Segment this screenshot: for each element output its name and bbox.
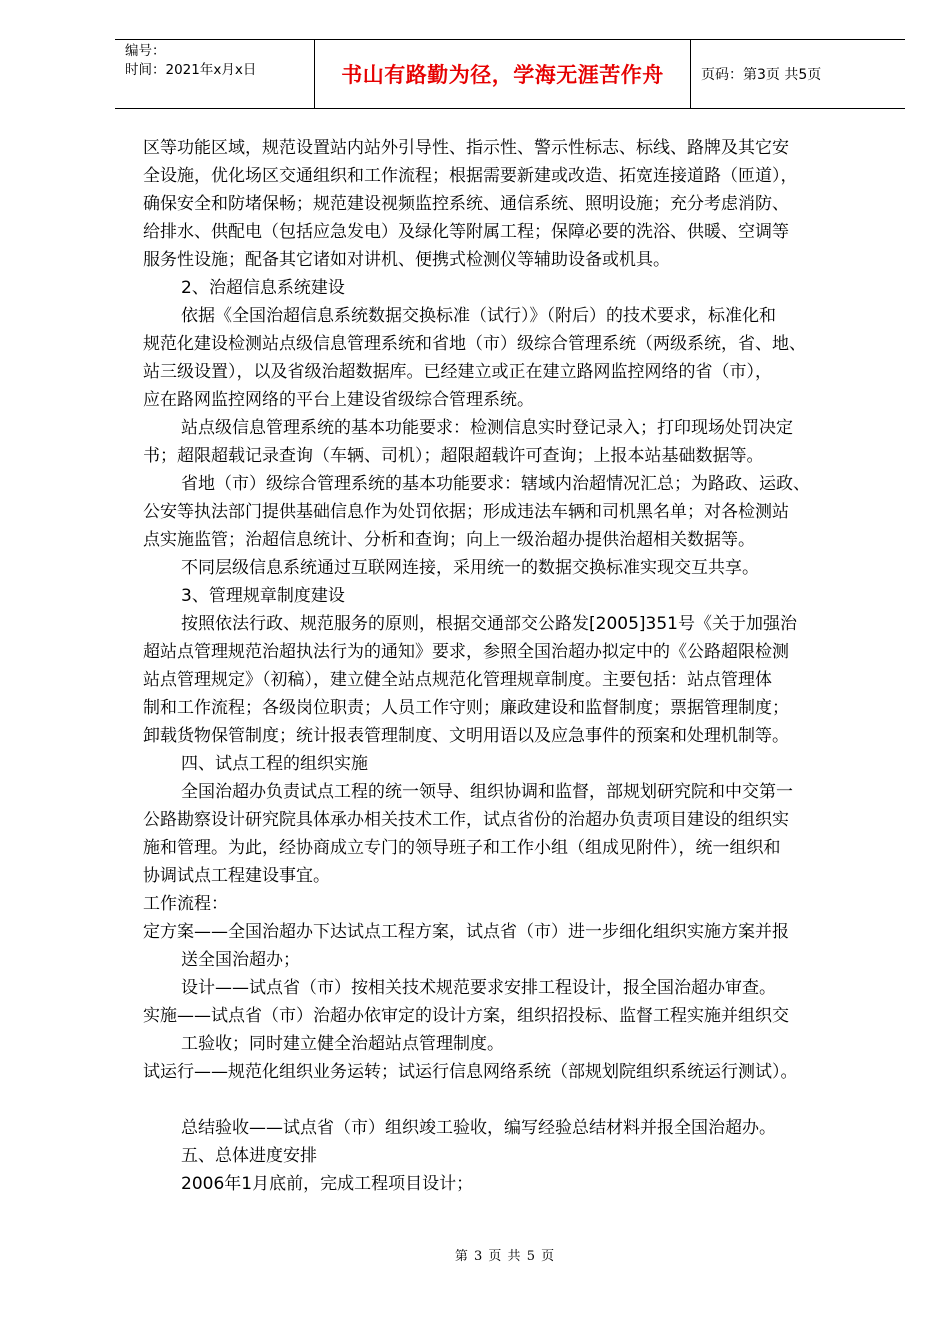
paragraph-line: 区等功能区域，规范设置站内站外引导性、指示性、警示性标志、标线、路牌及其它安 bbox=[143, 138, 789, 158]
paragraph-line: 工验收；同时建立健全治超站点管理制度。 bbox=[181, 1034, 504, 1054]
paragraph-line: 站点管理规定》（初稿），建立健全站点规范化管理规章制度。主要包括：站点管理体 bbox=[143, 670, 772, 690]
paragraph-line: 点实施监管；治超信息统计、分析和查询；向上一级治超办提供治超相关数据等。 bbox=[143, 530, 755, 550]
paragraph-line: 给排水、供配电（包括应急发电）及绿化等附属工程；保障必要的洗浴、供暖、空调等 bbox=[143, 222, 789, 242]
paragraph-line: 送全国治超办； bbox=[181, 950, 300, 970]
paragraph-line: 站三级设置），以及省级治超数据库。已经建立或正在建立路网监控网络的省（市）， bbox=[143, 362, 772, 382]
page-footer: 第 3 页 共 5 页 bbox=[454, 1249, 556, 1264]
paragraph-line: 实施——试点省（市）治超办依审定的设计方案，组织招投标、监督工程实施并组织交 bbox=[143, 1006, 789, 1026]
paragraph-line: 试运行——规范化组织业务运转；试运行信息网络系统（部规划院组织系统运行测试）。 bbox=[143, 1062, 798, 1082]
paragraph-line: 施和管理。为此，经协商成立专门的领导班子和工作小组（组成见附件），统一组织和 bbox=[143, 838, 781, 858]
document-body bbox=[143, 134, 888, 1198]
paragraph-line: 确保安全和防堵保畅；规范建设视频监控系统、通信系统、照明设施；充分考虑消防、 bbox=[143, 194, 789, 214]
paragraph-line: 工作流程： bbox=[143, 894, 228, 914]
paragraph-line: 超站点管理规范治超执法行为的通知》要求，参照全国治超办拟定中的《公路超限检测 bbox=[143, 642, 789, 662]
section-heading: 2、治超信息系统建设 bbox=[181, 278, 345, 298]
paragraph-line: 站点级信息管理系统的基本功能要求：检测信息实时登记录入；打印现场处罚决定 bbox=[181, 418, 793, 438]
blank-line bbox=[143, 1086, 888, 1114]
header-page-info: 页码：第3页 共5页 bbox=[701, 67, 822, 83]
paragraph-line: 书；超限超载记录查询（车辆、司机）；超限超载许可查询；上报本站基础数据等。 bbox=[143, 446, 764, 466]
section-heading: 3、管理规章制度建设 bbox=[181, 586, 345, 606]
header-motto: 书山有路勤为径，学海无涯苦作舟 bbox=[315, 40, 691, 108]
paragraph-line: 服务性设施；配备其它诸如对讲机、便携式检测仪等辅助设备或机具。 bbox=[143, 250, 670, 270]
paragraph-line: 公安等执法部门提供基础信息作为处罚依据；形成违法车辆和司机黑名单；对各检测站 bbox=[143, 502, 789, 522]
section-heading: 四、试点工程的组织实施 bbox=[181, 754, 368, 774]
paragraph-line: 2006年1月底前，完成工程项目设计； bbox=[181, 1174, 474, 1194]
header-meta bbox=[115, 40, 315, 108]
paragraph-line: 设计——试点省（市）按相关技术规范要求安排工程设计，报全国治超办审查。 bbox=[181, 978, 776, 998]
paragraph-line: 不同层级信息系统通过互联网连接，采用统一的数据交换标准实现交互共享。 bbox=[181, 558, 759, 578]
paragraph-line: 卸载货物保管制度；统计报表管理制度、文明用语以及应急事件的预案和处理机制等。 bbox=[143, 726, 789, 746]
paragraph-line: 规范化建设检测站点级信息管理系统和省地（市）级综合管理系统（两级系统，省、地、 bbox=[143, 334, 806, 354]
paragraph-line: 省地（市）级综合管理系统的基本功能要求：辖域内治超情况汇总；为路政、运政、 bbox=[181, 474, 810, 494]
paragraph-line: 全国治超办负责试点工程的统一领导、组织协调和监督，部规划研究院和中交第一 bbox=[181, 782, 793, 802]
paragraph-line: 应在路网监控网络的平台上建设省级综合管理系统。 bbox=[143, 390, 534, 410]
section-heading: 五、总体进度安排 bbox=[181, 1146, 317, 1166]
paragraph-line: 定方案——全国治超办下达试点工程方案，试点省（市）进一步细化组织实施方案并报 bbox=[143, 922, 789, 942]
paragraph-line: 全设施，优化场区交通组织和工作流程；根据需要新建或改造、拓宽连接道路（匝道）， bbox=[143, 166, 798, 186]
paragraph-line: 依据《全国治超信息系统数据交换标准（试行）》（附后）的技术要求，标准化和 bbox=[181, 306, 776, 326]
paragraph-line: 协调试点工程建设事宜。 bbox=[143, 866, 330, 886]
doc-date: 时间：2021年x月x日 bbox=[125, 62, 257, 78]
paragraph-line: 公路勘察设计研究院具体承办相关技术工作，试点省份的治超办负责项目建设的组织实 bbox=[143, 810, 789, 830]
doc-number: 编号： bbox=[125, 43, 166, 59]
page-header bbox=[115, 39, 905, 109]
paragraph-line: 制和工作流程；各级岗位职责；人员工作守则；廉政建设和监督制度；票据管理制度； bbox=[143, 698, 789, 718]
paragraph-line: 按照依法行政、规范服务的原则，根据交通部交公路发[2005]351号《关于加强治 bbox=[181, 614, 797, 634]
paragraph-line: 总结验收——试点省（市）组织竣工验收，编写经验总结材料并报全国治超办。 bbox=[181, 1118, 776, 1138]
